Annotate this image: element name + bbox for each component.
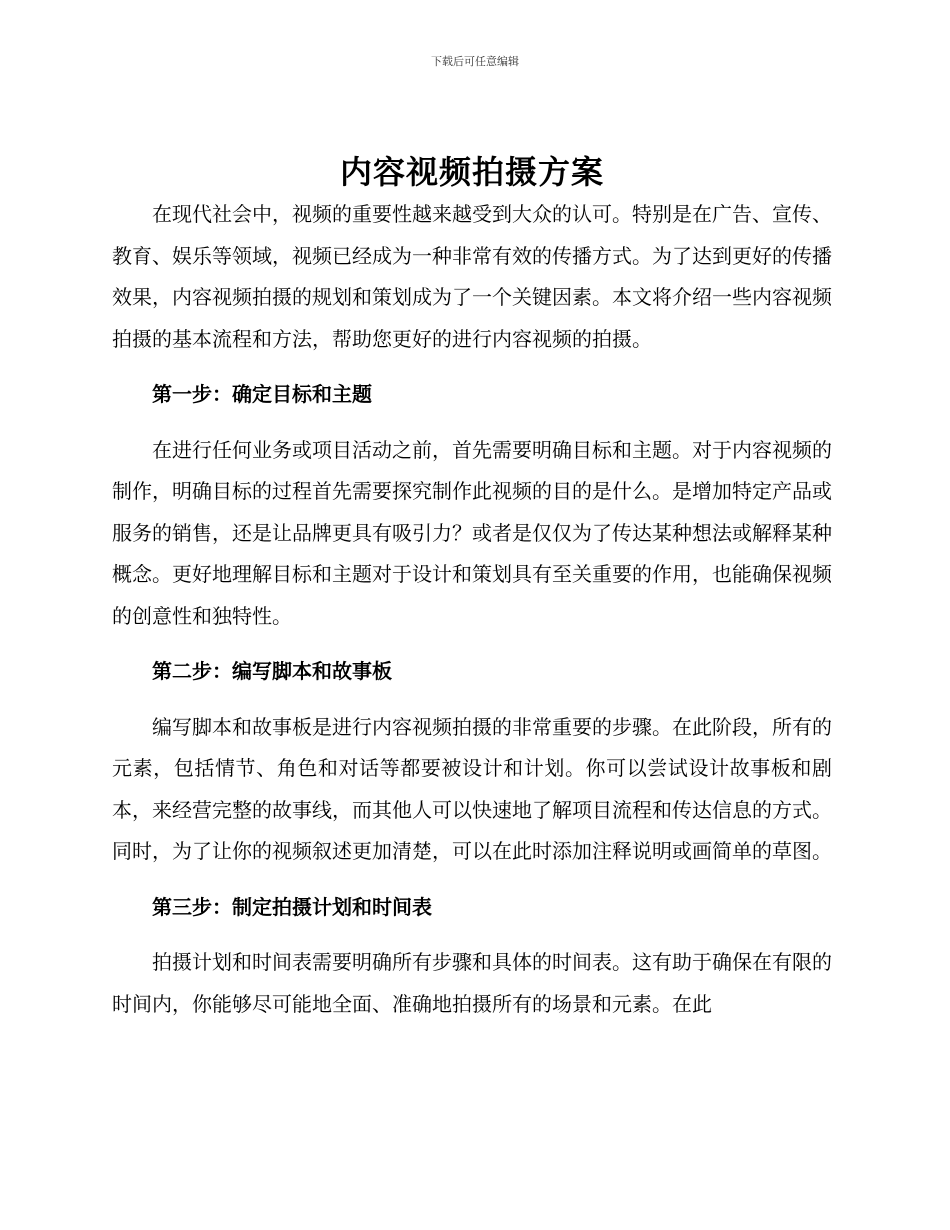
section-heading-3: 第三步：制定拍摄计划和时间表 (152, 894, 432, 919)
document-body (112, 150, 832, 1025)
section-heading-2: 第二步：编写脚本和故事板 (152, 659, 392, 683)
document-title: 内容视频拍摄方案 (339, 153, 604, 191)
page-header-note: 下载后可任意编辑 (431, 55, 519, 68)
section-body-3: 拍摄计划和时间表需要明确所有步骤和具体的时间表。这有助于确保在有限的时间内，你能够尽可能地全面、准确地拍摄所有的场景和元素。在此 (112, 950, 832, 1016)
section-body-2: 编写脚本和故事板是进行内容视频拍摄的非常重要的步骤。在此阶段，所有的元素，包括情节、角色和对话等都要被设计和计划。你可以尝试设计故事板和剧本，来经营完整的故事线，而其他人可以快速地了解项目流程和传达信息的方式。同时，为了让你的视频叙述更加清楚，可以在此时添加注释说明或画简单的草图。 (112, 714, 832, 863)
section-body-1: 在进行任何业务或项目活动之前，首先需要明确目标和主题。对于内容视频的制作，明确目标的过程首先需要探究制作此视频的目的是什么。是增加特定产品或服务的销售，还是让品牌更具有吸引力？或者是仅仅为了传达某种想法或解释某种概念。更好地理解目标和主题对于设计和策划具有至关重要的作用，也能确保视频的创意性和独特性。 (112, 437, 832, 628)
section-heading-1: 第一步：确定目标和主题 (152, 382, 372, 406)
intro-paragraph: 在现代社会中，视频的重要性越来越受到大众的认可。特别是在广告、宣传、教育、娱乐等领域，视频已经成为一种非常有效的传播方式。为了达到更好的传播效果，内容视频拍摄的规划和策划成为了一个关键因素。本文将介绍一些内容视频拍摄的基本流程和方法，帮助您更好的进行内容视频的拍摄。 (112, 202, 832, 351)
